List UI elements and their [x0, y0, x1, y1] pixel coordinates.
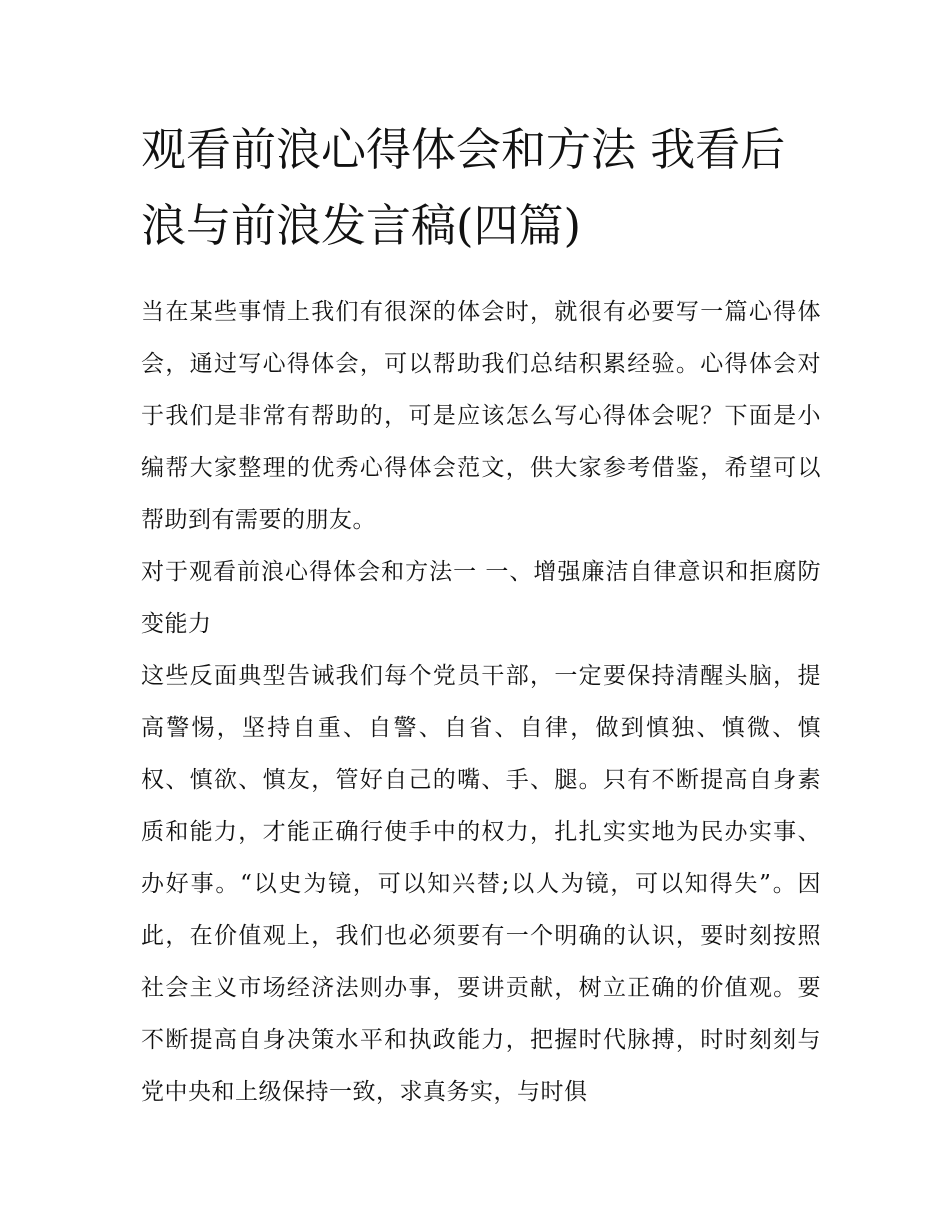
document-title: 观看前浪心得体会和方法 我看后浪与前浪发言稿(四篇)	[141, 123, 786, 252]
body-paragraph: 这些反面典型告诫我们每个党员干部，一定要保持清醒头脑，提高警惕，坚持自重、自警、自省、自律，做到慎独、慎微、慎权、慎欲、慎友，管好自己的嘴、手、腿。只有不断提高自身素质和能力，才能正确行使手中的权力，扎扎实实地为民办实事、办好事。“以史为镜，可以知兴替;以人为镜，可以知得失”。因此，在价值观上，我们也必须要有一个明确的认识，要时刻按照社会主义市场经济法则办事，要讲贡献，树立正确的价值观。要不断提高自身决策水平和执政能力，把握时代脉搏，时时刻刻与党中央和上级保持一致，求真务实，与时俱	[141, 663, 821, 1105]
intro-paragraph: 当在某些事情上我们有很深的体会时，就很有必要写一篇心得体会，通过写心得体会，可以帮助我们总结积累经验。心得体会对于我们是非常有帮助的，可是应该怎么写心得体会呢？下面是小编帮大家整理的优秀心得体会范文，供大家参考借鉴，希望可以帮助到有需要的朋友。	[141, 299, 821, 533]
document-content	[141, 112, 821, 1118]
section-heading-paragraph: 对于观看前浪心得体会和方法一 一、增强廉洁自律意识和拒腐防变能力	[141, 559, 821, 637]
